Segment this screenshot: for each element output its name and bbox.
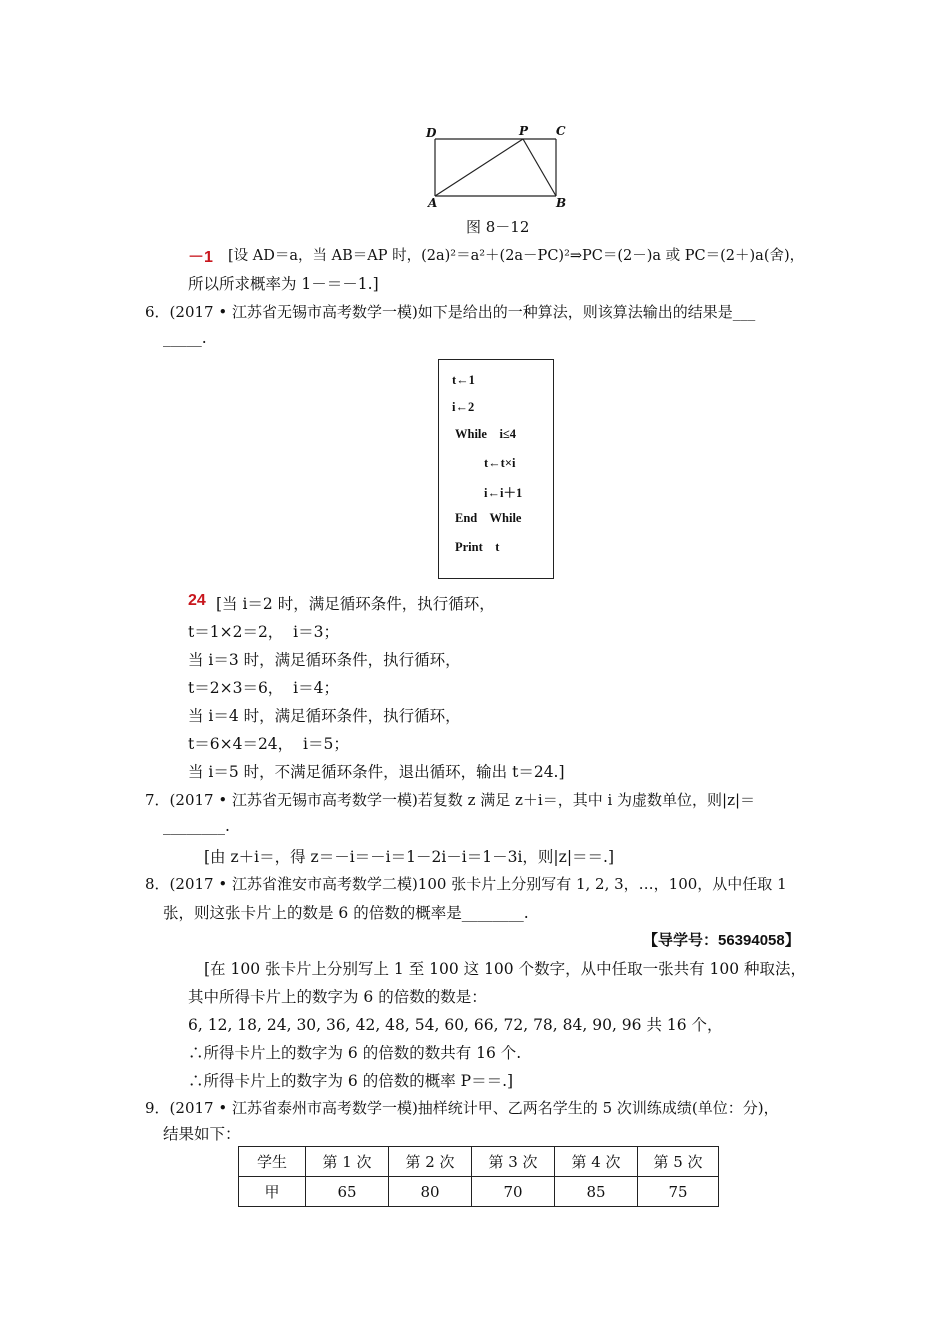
algo-line-1: t←1 bbox=[452, 373, 475, 387]
q8-solution-3: 6, 12, 18, 24, 30, 36, 42, 48, 54, 60, 66, 72, 78, 84, 90, 96 共 16 个， bbox=[188, 1016, 723, 1034]
table-cell: 70 bbox=[472, 1177, 555, 1207]
q7-stem-line2: ________. bbox=[163, 817, 230, 835]
algo-line-6: End While bbox=[455, 511, 522, 525]
q6-answer: 24 bbox=[188, 592, 206, 609]
q9-stem-line1: 9．(2017 • 江苏省泰州市高考数学一模)抽样统计甲、乙两名学生的 5 次训练成绩(单位：分)， bbox=[145, 1099, 779, 1117]
q8-solution-5: ∴所得卡片上的数字为 6 的倍数的概率 P＝＝.] bbox=[188, 1072, 514, 1090]
table-header-row bbox=[239, 1147, 719, 1177]
guide-number: 【导学号：56394058】 bbox=[643, 932, 800, 949]
algo-line-3: While i≤4 bbox=[455, 427, 517, 441]
algo-line-2: i←2 bbox=[452, 400, 475, 414]
table-row bbox=[239, 1177, 719, 1207]
q5-solution-line2: 所以所求概率为 1－＝－1.] bbox=[188, 275, 379, 293]
label-P: P bbox=[519, 124, 529, 138]
q7-stem-line1: 7．(2017 • 江苏省无锡市高考数学一模)若复数 z 满足 z＋i＝，其中 i 为虚数单位，则|z|＝ bbox=[145, 791, 756, 809]
q6-solution-2: t＝1×2＝2， i＝3； bbox=[188, 623, 339, 641]
table-cell: 75 bbox=[638, 1177, 719, 1207]
q6-solution-4: t＝2×3＝6， i＝4； bbox=[188, 679, 339, 697]
q6-solution-5: 当 i＝4 时，满足循环条件，执行循环， bbox=[188, 707, 461, 725]
label-A: A bbox=[428, 196, 438, 210]
algo-line-4: t←t×i bbox=[484, 456, 516, 470]
q8-solution-1: [在 100 张卡片上分别写上 1 至 100 这 100 个数字，从中任取一张共有 100 种取法， bbox=[204, 960, 807, 978]
label-C: C bbox=[556, 124, 566, 138]
q8-solution-2: 其中所得卡片上的数字为 6 的倍数的数是： bbox=[188, 988, 487, 1006]
q6-solution-3: 当 i＝3 时，满足循环条件，执行循环， bbox=[188, 651, 461, 669]
table-header-cell: 第 1 次 bbox=[306, 1147, 389, 1177]
q5-solution-line1: [设 AD＝a，当 AB＝AP 时，(2a)²＝a²＋(2a－PC)²⇒PC＝(2－)a 或 PC＝(2＋)a(舍)， bbox=[228, 248, 805, 264]
segment-AP bbox=[435, 139, 523, 196]
q8-solution-4: ∴所得卡片上的数字为 6 的倍数的数共有 16 个. bbox=[188, 1044, 522, 1062]
table-header-cell: 第 5 次 bbox=[638, 1147, 719, 1177]
q6-solution-1: [当 i＝2 时，满足循环条件，执行循环， bbox=[216, 595, 495, 613]
q8-stem-line2: 张，则这张卡片上的数是 6 的倍数的概率是________. bbox=[163, 904, 529, 922]
table-cell: 65 bbox=[306, 1177, 389, 1207]
table-cell: 甲 bbox=[239, 1177, 306, 1207]
table-header-cell: 第 4 次 bbox=[555, 1147, 638, 1177]
scores-table bbox=[238, 1146, 719, 1207]
label-D: D bbox=[426, 126, 437, 140]
segment-PB bbox=[523, 139, 556, 196]
table-header-cell: 第 3 次 bbox=[472, 1147, 555, 1177]
table-cell: 80 bbox=[389, 1177, 472, 1207]
table-cell: 85 bbox=[555, 1177, 638, 1207]
q6-solution-6: t＝6×4＝24， i＝5； bbox=[188, 735, 349, 753]
figure-caption: 图 8－12 bbox=[466, 218, 530, 236]
table-header-cell: 学生 bbox=[239, 1147, 306, 1177]
label-B: B bbox=[556, 196, 567, 210]
q5-answer: －1 bbox=[188, 249, 213, 266]
q6-stem-line2: _____. bbox=[163, 329, 207, 347]
table-header-cell: 第 2 次 bbox=[389, 1147, 472, 1177]
algo-line-7: Print t bbox=[455, 540, 500, 554]
algo-line-5: i←i＋1 bbox=[484, 486, 523, 500]
q6-solution-7: 当 i＝5 时，不满足循环条件，退出循环，输出 t＝24.] bbox=[188, 763, 565, 781]
q9-stem-line2: 结果如下： bbox=[163, 1125, 241, 1143]
q7-solution: [由 z＋i＝，得 z＝－i＝－i＝1－2i－i＝1－3i，则|z|＝＝.] bbox=[204, 848, 615, 866]
q8-stem-line1: 8．(2017 • 江苏省淮安市高考数学二模)100 张卡片上分别写有 1, 2, 3，…，100，从中任取 1 bbox=[145, 875, 787, 893]
q6-stem-line1: 6．(2017 • 江苏省无锡市高考数学一模)如下是给出的一种算法，则该算法输出的结果是___ bbox=[145, 303, 756, 321]
